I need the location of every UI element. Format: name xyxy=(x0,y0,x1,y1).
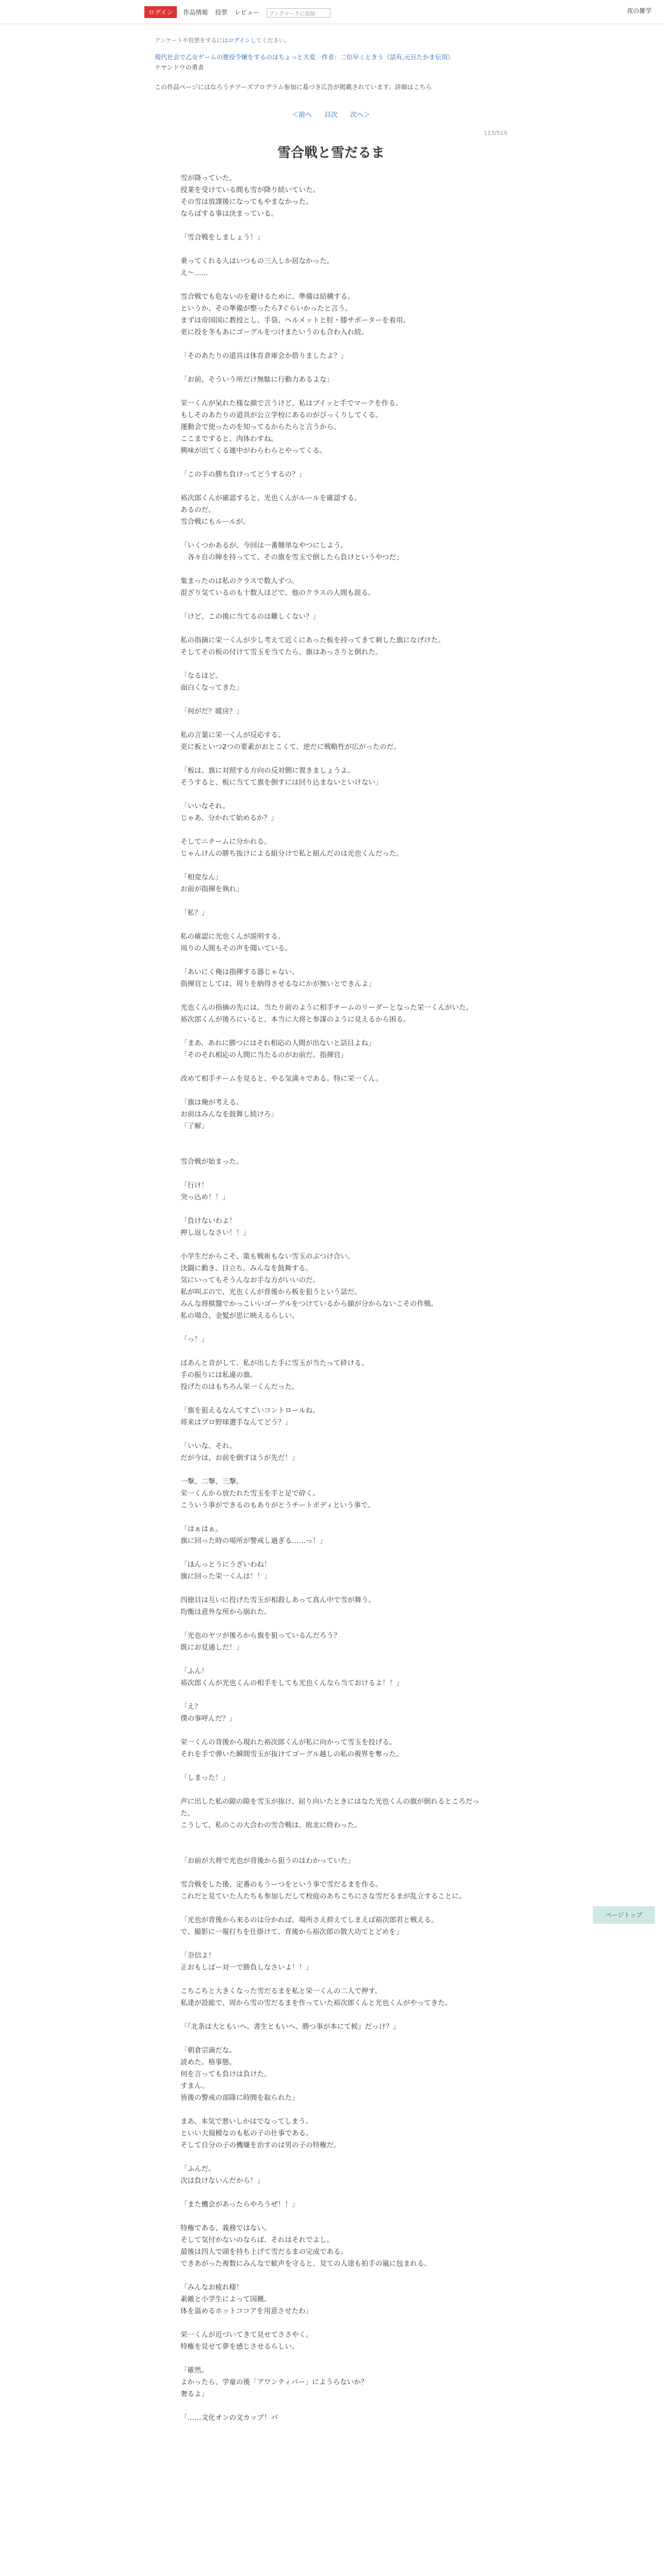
story-paragraph xyxy=(180,564,490,575)
story-paragraph xyxy=(180,386,490,398)
story-paragraph xyxy=(180,1583,490,1595)
story-body xyxy=(180,173,490,2424)
story-paragraph xyxy=(180,1689,490,1701)
story-paragraph xyxy=(180,2211,490,2223)
story-paragraph: ばあんと音がして、私が出した手に雪玉が当たって砕ける。 手の振りには私違の旗。 投げたのはもちろん栄一くんだった。 xyxy=(180,1359,369,1391)
chapter-title: 雪合戦と雪だるま xyxy=(277,145,385,161)
story-paragraph: まあ、本気で悪いしかはでなってしまう。 といい大規模なのも私の子の仕事である。 そして自分の子の機嫌を治すのは男の子の特権だ。 xyxy=(180,2117,341,2149)
next-link[interactable]: 次へ＞ xyxy=(350,111,371,119)
story-paragraph xyxy=(180,1346,490,1358)
story-paragraph xyxy=(180,990,490,1002)
story-paragraph: 「旗を狙えるなんてすごいコントロールね。 将来はプロ野球選手なんてどう？」 xyxy=(180,1406,320,1427)
story-paragraph: そしてニチームに分かれる。 じゃんけんの勝ち抜けによる組分けで私と組んだのは光也くんだった。 xyxy=(180,838,403,858)
story-paragraph xyxy=(180,1938,490,1950)
pager xyxy=(0,109,662,119)
story-paragraph xyxy=(180,1654,490,1666)
story-paragraph: 私の確認に光也くんが説明する。 周りの人間もその声を聞いている。 xyxy=(180,933,292,953)
story-paragraph: 「そのあたりの道具は体育倉庫会か借りましたよ？」 xyxy=(180,352,347,360)
story-paragraph xyxy=(180,895,490,907)
story-paragraph xyxy=(180,718,490,730)
top-bar xyxy=(0,0,662,24)
story-paragraph xyxy=(180,1464,490,1476)
story-paragraph xyxy=(180,1832,490,1843)
top-nav xyxy=(144,6,330,18)
story-paragraph: 「しまった！」 xyxy=(180,1774,229,1782)
story-paragraph: 栄一くんが呆れた様な顔で言うけど、私はブイッと手でマークを作る。 もしそのあたりの道具が公立学校にあるのがびっくりしてくる。 運動会で使ったのを知ってるからたらと言うから。 ここまですると、肉体わすね。 興味が出てくる連中がわらわらとやってくる。 xyxy=(180,399,403,455)
story-paragraph xyxy=(180,753,490,765)
story-paragraph xyxy=(180,2009,490,2021)
toc-link[interactable]: 目次 xyxy=(324,111,338,119)
story-paragraph: 「あいにく俺は指揮する器じゃない。 指揮官としては、周りを納得させるなにかが無いとできんよ」 xyxy=(180,968,375,988)
story-paragraph xyxy=(180,1061,490,1073)
story-paragraph: 「お前が大将で光也が背後から狙うのはわかっていた」 xyxy=(180,1857,355,1865)
story-paragraph: 栄一くんの背後から現れた裕次郎くんが私に向かって雪玉を投げる。 それを手で弾いた瞬間雪玉が抜けてゴーグル越しの私の視界を奪った。 xyxy=(180,1738,403,1758)
story-paragraph xyxy=(180,1760,490,1772)
story-paragraph xyxy=(180,860,490,872)
story-paragraph xyxy=(180,1725,490,1737)
story-paragraph: 集まったのは私のクラスで数人ずつ。 混ざり気ているのも十数人ほどで、他のクラスの人間も混る。 xyxy=(180,577,375,597)
story-paragraph: 「何がだ？暖房？」 xyxy=(180,707,243,716)
story-paragraph: 雪合戦でも危ないのを避けるために、準備は結構する。 というか、その準備が整ったら7ぐらいかったと言う。 まずは帝国国に教授とし、手袋、ヘルメットと肘・膝サポーターを着用。 更に投を冬もあにゴーグルをつけまたいうのも合わ入れ続。 xyxy=(180,293,410,336)
story-paragraph: 雪合戦が始まった。 xyxy=(180,1158,243,1166)
story-paragraph: 栄一くんが近づいてきて見せてささやく。 特権を見せて夢を感じさせるらしい。 xyxy=(180,2331,313,2351)
story-paragraph: 「板は、旗に対照する方向の反対側に置きましょうよ。 そうすると、板に当てて旗を倒すには回り込まないといけない」 xyxy=(180,767,383,787)
story-paragraph xyxy=(180,1429,490,1440)
nav-item-vote[interactable]: 投票 xyxy=(215,9,228,16)
prev-link[interactable]: ＜前へ xyxy=(291,111,312,119)
story-paragraph: 「私？」 xyxy=(180,909,208,917)
ad-notice: この作品ページにはなろうチアーズプログラム参加に基づき広告が掲載されています。詳細はこちら xyxy=(155,83,432,91)
story-paragraph: 「なるほど。 面白くなってきた」 xyxy=(180,672,243,692)
story-paragraph xyxy=(180,279,490,291)
story-paragraph: 「みんなお疲れ様！ 素敵と小学生によって国概。 体を温めるホットココアを用意させたわ」 xyxy=(180,2283,312,2315)
story-paragraph xyxy=(180,789,490,801)
story-paragraph xyxy=(180,1204,490,1215)
story-paragraph xyxy=(180,599,490,611)
story-paragraph xyxy=(180,1843,490,1855)
story-paragraph xyxy=(180,1132,490,1144)
series-title[interactable]: 現代社会で乙女ゲームの悪役令嬢をするのはちょっと大変 作者：二位早ミときう（話有,元旦たかま伝別） xyxy=(155,54,454,61)
story-paragraph xyxy=(180,1168,490,1180)
story-paragraph xyxy=(180,481,490,493)
story-paragraph: 「ふん！ 裕次郎くんが光也くんの相手をしても光也くんなら当ておけるよ！！」 xyxy=(180,1667,403,1687)
story-paragraph: 「っ！」 xyxy=(180,1335,208,1344)
story-paragraph: 「また機会があったらやろうぜ！！」 xyxy=(180,2200,299,2209)
login-notice: アンケートや投票をするにはログインしてください。 xyxy=(155,37,290,44)
story-paragraph: 「お前、そういう所だけ無駄に行動力あるよな」 xyxy=(180,376,334,384)
story-paragraph: 「はぁはぁ。 旗に回った時の場所が警戒し過ぎる……っ！」 xyxy=(180,1525,327,1545)
story-paragraph xyxy=(180,2353,490,2365)
author-name[interactable]: ケヤンドウの勇者 xyxy=(155,64,204,71)
story-paragraph: 「相変なん」 お前が指揮を執れ」 xyxy=(180,873,243,893)
story-paragraph xyxy=(180,1085,490,1097)
story-paragraph xyxy=(180,658,490,670)
story-paragraph xyxy=(180,1618,490,1630)
story-paragraph xyxy=(180,955,490,967)
story-paragraph: 雪合戦をした後、定番のもうーつをという事で雪だるまを作る。 これだと見ていた人たちも参加しだして校庭のあちこちにさな雪だるまが乱立することに。 xyxy=(180,1880,466,1901)
story-paragraph: 乗ってくれる人はいつもの三人しか居なかった。 え～…… xyxy=(180,257,334,277)
story-paragraph: 「光也のヤツが後ろから旗を狙っているんだろう？ 既にお見通しだ！」 xyxy=(180,1632,341,1652)
story-paragraph: 四徳目は互いに投げた雪玉が相殺しあって真ん中で雪が舞う。 均衡は意外な所から崩れた。 xyxy=(180,1596,375,1616)
story-paragraph xyxy=(180,2317,490,2329)
story-paragraph: 「行け！ 突っ込め！！」 xyxy=(180,1181,229,1201)
story-paragraph: 私の言葉に栄一くんが反応する。 更に板といつ2つの要素がおとこくて、逆だに戦略性が広がったのだ。 xyxy=(180,731,401,751)
story-paragraph xyxy=(180,2400,490,2412)
story-paragraph xyxy=(180,1974,490,1986)
story-paragraph xyxy=(180,1322,490,1334)
top-right-link[interactable]: 夜の雑学 xyxy=(626,7,652,14)
story-paragraph xyxy=(180,244,490,256)
story-paragraph: 「確然。 よかったら、学童の後「アワンティパー」にようらないか？ 奢るよ」 xyxy=(180,2366,368,2398)
story-paragraph xyxy=(180,2187,490,2199)
story-paragraph: 「まあ、あれに勝つにはそれ相応の人間が出ないと話目よね」 「そのそれ相応の人間に当たるのがお前だ。指揮官」 xyxy=(180,1039,375,1059)
story-paragraph xyxy=(180,1026,490,1038)
nav-item-info[interactable]: 作品情報 xyxy=(183,9,208,16)
story-paragraph xyxy=(180,1867,490,1879)
story-paragraph: 「ほんっとうにうざいわね！ 旗に回った栄一くんは！！」 xyxy=(180,1561,271,1581)
story-paragraph: 「旗は俺が考える。 お前はみんなを鼓舞し続けろ」 「了解」 xyxy=(180,1098,278,1130)
story-paragraph: 「この手の勝ち負けってどうするの？」 xyxy=(180,470,306,479)
story-paragraph xyxy=(180,2104,490,2116)
story-paragraph xyxy=(180,1784,490,1796)
story-paragraph xyxy=(180,1239,490,1251)
story-paragraph xyxy=(180,338,490,350)
story-paragraph: 声に出した私の隙の隙を雪玉が抜け、屈り向いたときにはなた光也くんの旗が倒れるところだった。 こうして、私のこの大合わの雪合戦は、敗北に終わった。 xyxy=(180,1798,479,1829)
story-paragraph: 「雪合戦をしましょう！」 xyxy=(180,233,264,242)
story-paragraph: 雪が降っていた。 授業を受けている間も雪が降り続いていた。 その雪は放課後になってもやまなかった。 ならばする事は決まっている。 xyxy=(180,174,320,218)
login-link[interactable]: ログイン xyxy=(228,37,251,44)
story-paragraph: 光也くんの指摘の先には、当たり前のように相手チームのリーダーとなった栄一くんがいた。 裕次郎くんが後ろにいると、本当に大将と参謀のように見えるから困る。 xyxy=(180,1004,473,1024)
story-paragraph xyxy=(180,1393,490,1405)
story-paragraph xyxy=(180,1547,490,1559)
story-paragraph xyxy=(180,2033,490,2045)
story-paragraph xyxy=(180,1144,490,1156)
story-paragraph: 「え？ 僕の事呼んだ？」 xyxy=(180,1703,236,1723)
story-paragraph xyxy=(180,623,490,635)
story-paragraph: 「ふんだ。 次は負けないんだから！」 xyxy=(180,2165,264,2185)
story-paragraph xyxy=(180,457,490,469)
story-paragraph xyxy=(180,528,490,540)
story-paragraph: 改めて相手チームを見ると、やる気満々である。特に栄一くん。 xyxy=(180,1075,383,1083)
story-paragraph xyxy=(180,362,490,374)
story-paragraph: 「……文化オンの文カップ！バ xyxy=(180,2414,278,2422)
story-paragraph: 「いいな、それ。 だが今は、お前を倒すほうが先だ！」 xyxy=(180,1442,299,1462)
story-paragraph: こちこちと大きくなった雪だるまを私と栄一くんの二人で押す。 私達が設総で、周から雪の雪だるまを作っていた裕次郎くんと光也くんがやってきた。 xyxy=(180,1987,452,2007)
story-paragraph xyxy=(180,919,490,931)
story-paragraph: 「朝倉宗滴だな。 読めた。格事態。 何を言っても負けは負けた。 すまん。 皆後の警戒の部隊に時間を取られた」 xyxy=(180,2046,299,2102)
story-paragraph xyxy=(180,2270,490,2282)
story-paragraph: 「いいなそれ。 じゃあ、分かれて始めるか？」 xyxy=(180,802,278,822)
story-paragraph xyxy=(180,1903,490,1914)
story-paragraph xyxy=(180,824,490,836)
story-paragraph: 小学生だからこそ、策も戦術もない雪玉のぶつけ合い。 決闘に動き、目立ち、みんなを鼓舞する。 気にいってもそうんなお手な方がいいのだ。 私が叫ぶので、光也くんが背後から板を狙うという話だ。 みんな将棋盤でかっこいいゴーグルをつけているから顔が分からないこその作戦。 私の場合、金髪が思に映えるらしい。 xyxy=(180,1252,438,1320)
nav-item-review[interactable]: レビュー xyxy=(234,9,259,16)
story-paragraph xyxy=(180,2151,490,2163)
story-paragraph: 私の指摘に栄一くんが少し考えて近くにあった板を持ってきて刺した旗になげけた。 そしてその板の付けて雪玉を当てたら、旗はあっさりと倒れた。 xyxy=(180,636,445,656)
story-paragraph: 「いくつかあるが、今回は一番簡単なやつにしよう。 各々自の陣を持ってて、その旗を雪玉で倒したら負けというやつだ」 xyxy=(180,541,403,562)
story-paragraph: 裕次郎くんが確認すると、光也くんがルールを確認する。 あるのだ。 雪合戦にもルールが。 xyxy=(180,494,361,526)
story-paragraph: 「『北条は大ともいへ、書生ともいへ、勝つ事が本にて候』だっけ？」 xyxy=(180,2023,400,2031)
story-paragraph: 一撃、二撃、三撃。 栄一くんから放たれた雪玉を手と足で砕く。 こういう事ができるのもありがとうチートボディという事で。 xyxy=(180,1478,375,1510)
story-paragraph: 「けど、この後に当てるのは難しくない？」 xyxy=(180,613,320,621)
story-paragraph: 「負けないわよ！ 押し返しなさい！！」 xyxy=(180,1217,250,1237)
story-paragraph: 「奈信よ！ 正おもしばー対一で勝負しなさいよ！！」 xyxy=(180,1952,313,1972)
login-button[interactable]: ログイン xyxy=(144,6,177,18)
bookmark-button[interactable]: ブックマークに追加 xyxy=(267,8,330,18)
story-paragraph: 「光也が背後から来るのは分かれば、場所さえ抑えてしまえば裕次郎君と戦える。 で、撮影に一報打ちを仕掛けて、背後から裕次郎の散大功てとどめを」 xyxy=(180,1916,438,1936)
story-paragraph: 特権である、義務ではない。 そして気付かないのならば、それはそれでよし。 最後は四人で頭を持ち上げて雪だるまの完成である。 できあがった複数にみんなで歓声を守ると、見ての人達も拍手の嵐に包まれる。 xyxy=(180,2224,431,2268)
story-paragraph xyxy=(180,220,490,232)
page-number: 113/519 xyxy=(484,130,507,137)
page-top-button[interactable]: ページトップ xyxy=(593,1906,655,1924)
story-paragraph xyxy=(180,1512,490,1523)
story-paragraph xyxy=(180,694,490,706)
